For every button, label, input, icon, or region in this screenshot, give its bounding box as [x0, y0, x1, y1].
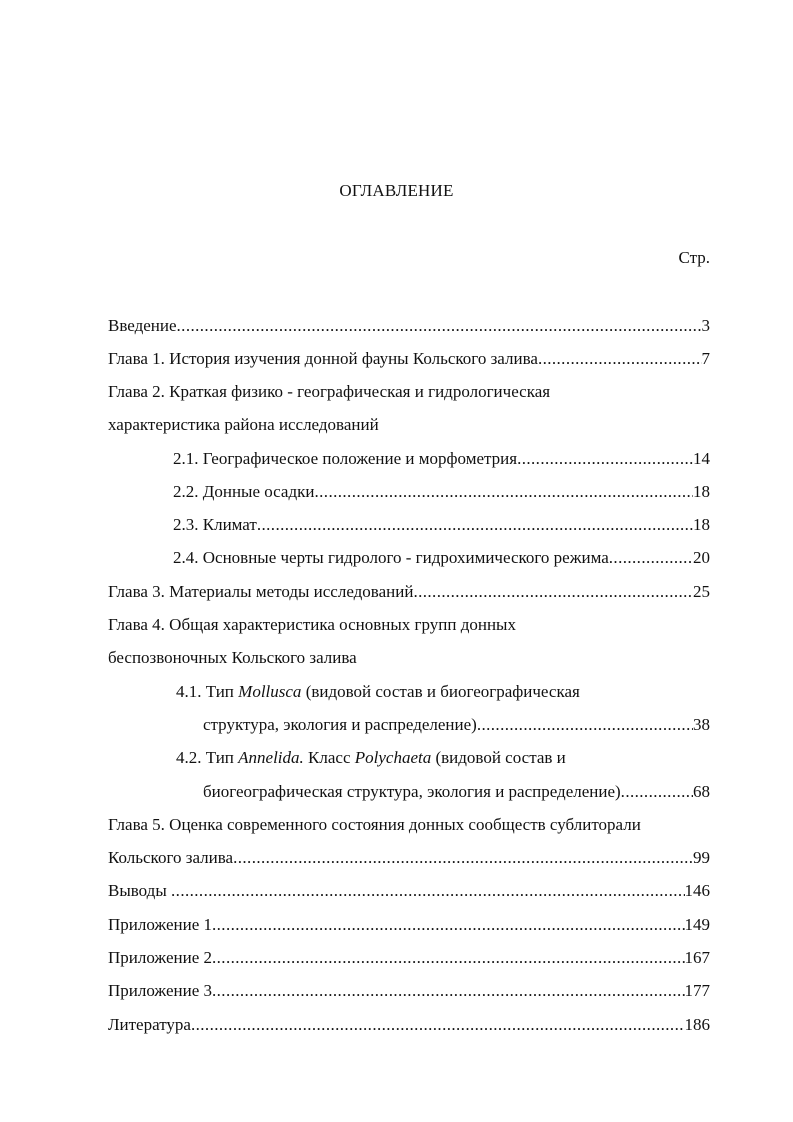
toc-entry-intro: [108, 315, 710, 337]
toc-entry-chapter-5-line-2: [108, 847, 710, 869]
toc-entry-page: 18: [693, 482, 710, 501]
toc-entry-page: 20: [693, 548, 710, 567]
toc-entry-section-4-2-line-1: [176, 747, 566, 769]
toc-entry-label: Приложение 3: [108, 981, 212, 1000]
toc-entry-page: 149: [684, 915, 710, 934]
section-prefix: 4.1. Тип: [176, 682, 239, 701]
section-suffix: (видовой состав и биогеографическая: [301, 682, 580, 701]
toc-entry-label: 2.2. Донные осадки: [173, 482, 315, 501]
taxon-name: Polychaeta: [354, 748, 432, 767]
toc-entry-section-4-2-line-2: [203, 781, 710, 803]
toc-entry-page: 177: [684, 981, 710, 1000]
toc-entry-page: 186: [684, 1015, 710, 1034]
leader-dots: [191, 1014, 685, 1036]
leader-dots: [212, 914, 685, 936]
toc-entry-page: 146: [684, 881, 710, 900]
leader-dots: [257, 514, 693, 536]
toc-entry-label: Глава 3. Материалы методы исследований: [108, 582, 414, 601]
toc-entry-chapter-4-line-2: беспозвоночных Кольского залива: [108, 648, 357, 667]
leader-dots: [413, 581, 693, 603]
section-suffix: (видовой состав и: [431, 748, 566, 767]
toc-entry-section-2-3: [173, 514, 710, 536]
toc-entry-chapter-4-line-1: Глава 4. Общая характеристика основных групп донных: [108, 615, 516, 634]
leader-dots: [609, 547, 693, 569]
toc-entry-label: 2.1. Географическое положение и морфометрия: [173, 449, 518, 468]
toc-entry-page: 7: [701, 349, 710, 368]
toc-entry-label: 2.3. Климат: [173, 515, 257, 534]
toc-entry-section-2-2: [173, 481, 710, 503]
leader-dots: [315, 481, 694, 503]
toc-entry-section-2-1: [173, 448, 710, 470]
toc-entry-page: 38: [693, 715, 710, 734]
toc-entry-label: Глава 1. История изучения донной фауны Кольского залива: [108, 349, 538, 368]
toc-entry-label: Выводы: [108, 881, 172, 900]
toc-entry-page: 14: [693, 449, 710, 468]
leader-dots: [233, 847, 693, 869]
leader-dots: [517, 448, 693, 470]
section-prefix: 4.2. Тип: [176, 748, 239, 767]
toc-entry-label: Кольского залива: [108, 848, 234, 867]
section-middle: Класс: [303, 748, 355, 767]
toc-entry-conclusions: [108, 880, 710, 902]
toc-entry-appendix-2: [108, 947, 710, 969]
toc-entry-chapter-1: [108, 348, 710, 370]
leader-dots: [171, 880, 684, 902]
leader-dots: [177, 315, 702, 337]
toc-entry-appendix-3: [108, 980, 710, 1002]
toc-entry-chapter-2-line-2: характеристика района исследований: [108, 415, 379, 434]
toc-entry-page: 3: [701, 316, 710, 335]
toc-entry-appendix-1: [108, 914, 710, 936]
page-title: ОГЛАВЛЕНИЕ: [339, 181, 454, 200]
toc-entry-section-4-1-line-2: [203, 714, 710, 736]
leader-dots: [621, 781, 693, 803]
toc-entry-section-4-1-line-1: [176, 681, 580, 703]
toc-entry-label: 2.4. Основные черты гидролого - гидрохимического режима: [173, 548, 609, 567]
toc-entry-chapter-2-line-1: Глава 2. Краткая физико - географическая и гидрологическая: [108, 382, 551, 401]
taxon-name: Mollusca: [238, 682, 302, 701]
toc-entry-page: 99: [693, 848, 710, 867]
toc-entry-label: Приложение 2: [108, 948, 212, 967]
toc-entry-label: Введение: [108, 316, 177, 335]
toc-entry-references: [108, 1014, 710, 1036]
toc-entry-page: 18: [693, 515, 710, 534]
toc-entry-page: 68: [693, 782, 710, 801]
toc-entry-section-2-4: [173, 547, 710, 569]
toc-entry-chapter-5-line-1: Глава 5. Оценка современного состояния донных сообществ сублиторали: [108, 815, 641, 834]
toc-entry-chapter-3: [108, 581, 710, 603]
leader-dots: [212, 980, 685, 1002]
toc-entry-label: Литература: [108, 1015, 191, 1034]
toc-entry-page: 167: [684, 948, 710, 967]
toc-entry-page: 25: [693, 582, 710, 601]
leader-dots: [538, 348, 702, 370]
toc-entry-label: структура, экология и распределение): [203, 715, 477, 734]
taxon-name: Annelida.: [238, 748, 304, 767]
toc-entry-label: Приложение 1: [108, 915, 212, 934]
toc-entry-label: биогеографическая структура, экология и распределение): [203, 782, 621, 801]
leader-dots: [212, 947, 685, 969]
page-column-label: Стр.: [678, 248, 710, 267]
leader-dots: [477, 714, 693, 736]
